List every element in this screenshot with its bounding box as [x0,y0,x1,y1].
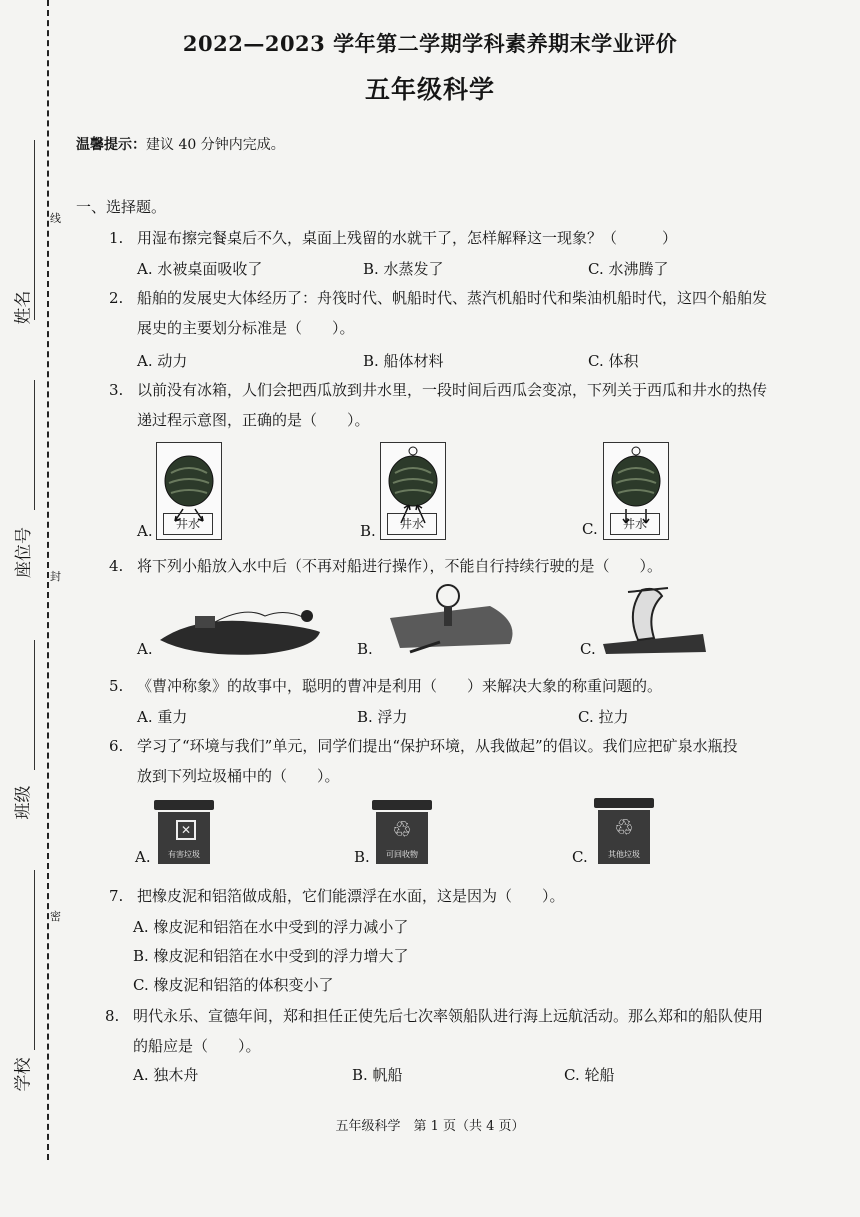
question-text: 学习了“环境与我们”单元，同学们提出“保护环境，从我做起”的倡议。我们应把矿泉水瓶投 [137,737,738,755]
margin-mi: 密 [50,910,61,923]
question-6 [109,736,738,786]
q2-option-c: C. 体积 [588,352,639,370]
q6-option-a: A. [135,848,151,866]
q1-option-a: A. 水被桌面吸收了 [137,260,263,278]
question-text: 展史的主要划分标准是（ ）。 [137,319,355,337]
q5-option-c: C. 拉力 [578,708,629,726]
q3-option-c: C. [582,520,598,538]
q8-option-a: A. 独木舟 [133,1066,199,1084]
question-number: 7. [109,887,124,905]
margin-feng: 封 [50,570,61,583]
q3-option-b: B. [360,522,376,540]
school-line [34,870,35,1050]
section-heading: 一、选择题。 [76,198,167,216]
hazard-icon: ✕ [176,820,196,840]
question-number: 5. [109,677,124,695]
q3-option-a: A. [137,522,153,540]
question-text: 把橡皮泥和铝箔做成船，它们能漂浮在水面，这是因为（ ）。 [137,887,565,905]
q4-boat-c-image [598,582,713,658]
class-line [34,640,35,770]
name-line [34,140,35,320]
trash-bin-other [594,798,654,868]
trash-bin-hazardous [154,800,214,868]
question-number: 2. [109,289,124,307]
q7-option-b: B. 橡皮泥和铝箔在水中受到的浮力增大了 [133,947,409,965]
recycle-icon: ♲ [392,818,412,843]
tip-label: 温馨提示： [76,137,146,153]
q6-option-b: B. [354,848,370,866]
q5-option-a: A. 重力 [137,708,188,726]
binding-dashed-line [47,0,49,1160]
well-water-label: 井水 [163,513,213,535]
question-text: 用湿布擦完餐桌后不久，桌面上残留的水就干了，怎样解释这一现象？（ ） [137,229,678,247]
q4-boat-b-image [380,582,530,662]
q2-option-b: B. 船体材料 [363,352,444,370]
bin-label: 可回收物 [386,850,418,859]
bin-label: 有害垃圾 [168,850,200,859]
q7-option-a: A. 橡皮泥和铝箔在水中受到的浮力减小了 [133,918,409,936]
q4-option-a: A. [137,640,153,658]
question-text: 《曹冲称象》的故事中，聪明的曹冲是利用（ ）来解决大象的称重问题的。 [137,677,663,695]
question-text: 将下列小船放入水中后（不再对船进行操作），不能自行持续行驶的是（ ）。 [137,557,663,575]
question-number: 8. [105,1007,120,1025]
q7-option-c: C. 橡皮泥和铝箔的体积变小了 [133,976,334,994]
margin-school-label: 学校 [13,1057,34,1092]
tip [76,134,285,154]
q8-option-c: C. 轮船 [564,1066,615,1084]
page-footer: 五年级科学 第 1 页（共 4 页） [335,1119,525,1134]
question-7 [109,886,565,906]
q4-option-b: B. [357,640,373,658]
q2-option-a: A. 动力 [137,352,188,370]
margin-name-label: 姓名 [13,290,34,325]
question-8 [105,1006,764,1056]
question-number: 6. [109,737,124,755]
question-text: 明代永乐、宣德年间，郑和担任正使先后七次率领船队进行海上远航活动。那么郑和的船队使用 [133,1007,764,1025]
recycle-icon: ♲ [614,816,634,841]
margin-xian: 线 [50,212,61,225]
question-text: 的船应是（ ）。 [133,1037,261,1055]
question-number: 4. [109,557,124,575]
q3-figure-c [603,442,669,540]
q3-figure-a [156,442,222,540]
exam-title: 2022—2023 学年第二学期学科素养期末学业评价 [182,31,678,56]
question-number: 1. [109,229,124,247]
question-text: 递过程示意图，正确的是（ ）。 [137,411,370,429]
margin-class-label: 班级 [13,785,34,820]
well-water-label: 井水 [387,513,437,535]
q4-boat-a-image [155,596,325,660]
question-text: 放到下列垃圾桶中的（ ）。 [137,767,340,785]
trash-bin-recyclable [372,800,432,868]
q4-option-c: C. [580,640,596,658]
q3-figure-b [380,442,446,540]
question-number: 3. [109,381,124,399]
q1-option-c: C. 水沸腾了 [588,260,669,278]
question-2 [109,288,768,338]
question-4 [109,556,663,576]
q6-option-c: C. [572,848,588,866]
q8-option-b: B. 帆船 [352,1066,403,1084]
bin-label: 其他垃圾 [608,850,640,859]
exam-subject: 五年级科学 [364,75,495,104]
question-1 [109,228,678,248]
question-text: 船舶的发展史大体经历了：舟筏时代、帆船时代、蒸汽机船时代和柴油机船时代，这四个船舶发 [137,289,768,307]
q5-option-b: B. 浮力 [357,708,408,726]
question-5 [109,676,663,696]
q1-option-b: B. 水蒸发了 [363,260,444,278]
question-3 [109,380,768,430]
question-text: 以前没有冰箱，人们会把西瓜放到井水里，一段时间后西瓜会变凉，下列关于西瓜和井水的热传 [137,381,768,399]
margin-seat-label: 座位号 [14,527,34,578]
tip-text: 建议 40 分钟内完成。 [146,137,285,153]
well-water-label: 井水 [610,513,660,535]
seat-line [34,380,35,510]
